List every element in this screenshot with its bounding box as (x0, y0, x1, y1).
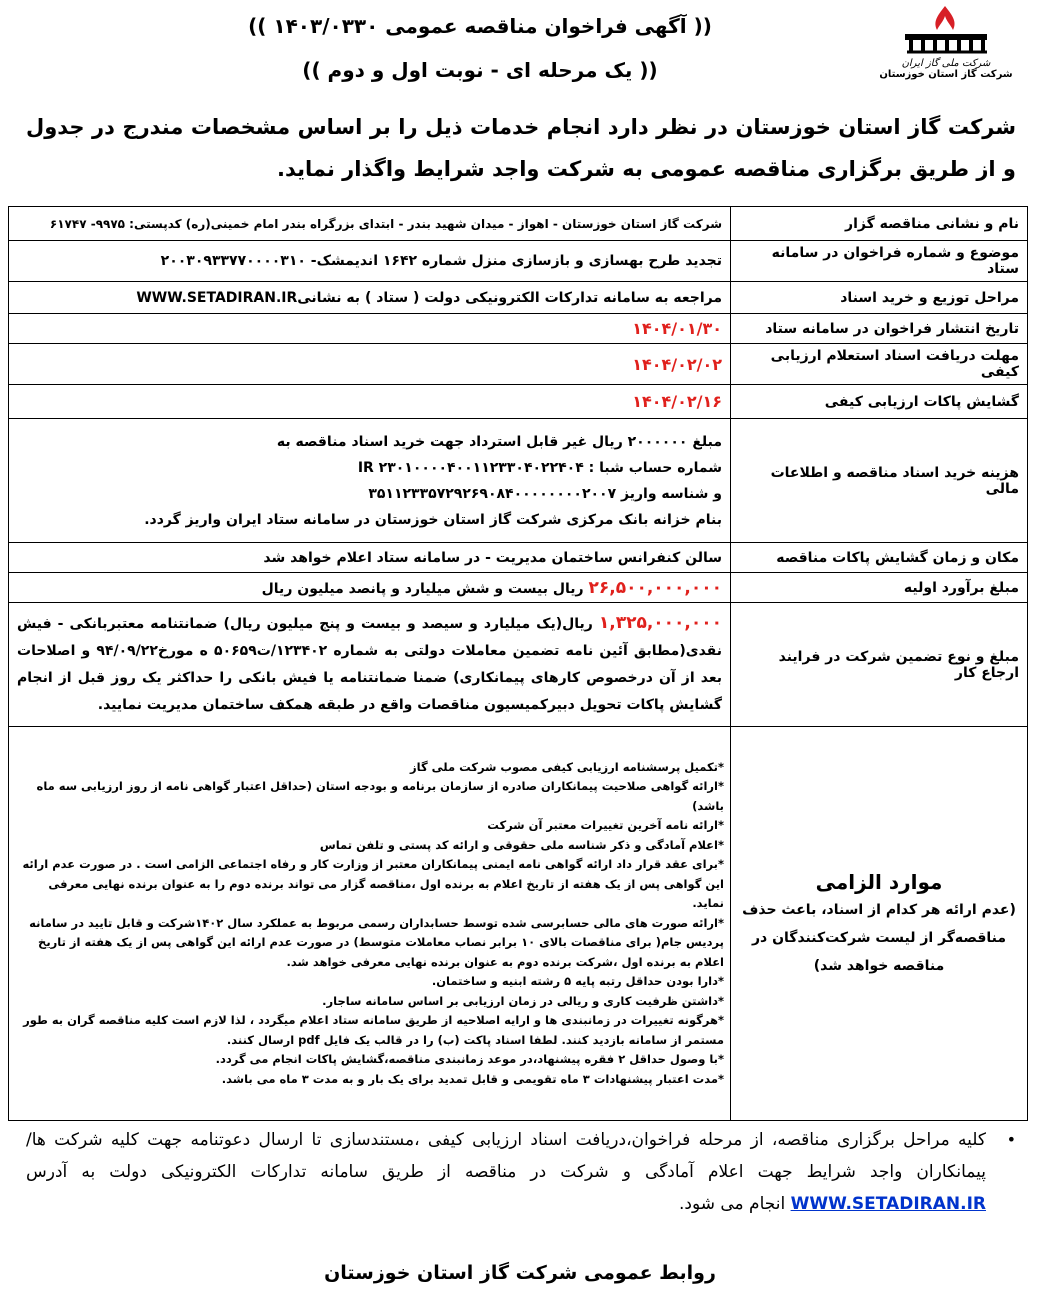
footer-text: کلیه مراحل برگزاری مناقصه، از مرحله فراخوان،دریافت اسناد ارزیابی کیفی ،مستندسازی تا ارسال دعوتنامه جهت کلیه شرکت ها/پیمانکاران واجد شرایط جهت اعلام آمادگی و شرکت در مناقصه از طریق سامانه تدارکات الکترونیکی دولت به آدرس (26, 1130, 986, 1182)
financial-line: و شناسه واریز ۳۵۱۱۲۳۳۵۷۲۹۲۶۹۰۸۴۰۰۰۰۰۰۰۰۲۰۰۷ (368, 485, 722, 502)
table-row (9, 419, 1028, 543)
row-label: گشایش پاکات ارزیابی کیفی (731, 385, 1028, 419)
row-label: نام و نشانی مناقصه گزار (731, 207, 1028, 241)
company-logo (876, 4, 1016, 94)
row-label: مهلت دریافت اسناد استعلام ارزیابی کیفی (731, 344, 1028, 385)
notice-title: (( آگهی فراخوان مناقصه عمومی ۱۴۰۳/۰۳۳۰ )) (248, 14, 712, 38)
tender-table (8, 206, 1028, 1121)
table-row (9, 282, 1028, 314)
footer-body (26, 1124, 986, 1220)
guarantee-amount: ۱,۳۲۵,۰۰۰,۰۰۰ (598, 613, 723, 633)
table-row (9, 543, 1028, 573)
row-label: تاریخ انتشار فراخوان در سامانه ستاد (731, 314, 1028, 344)
table-row (9, 344, 1028, 385)
table-row (9, 603, 1028, 727)
row-label: هزینه خرید اسناد مناقصه و اطلاعات مالی (731, 419, 1028, 543)
intro-paragraph: شرکت گاز استان خوزستان در نظر دارد انجام خدمات ذیل را بر اساس مشخصات مندرج در جدول و از طریق برگزاری مناقصه عمومی به شرکت واجد شرایط واگذار نماید. (26, 115, 1016, 181)
row-label: مبلغ و نوع تضمین شرکت در فرایند ارجاع کار (731, 603, 1028, 727)
table-row (9, 385, 1028, 419)
publish-date: ۱۴۰۴/۰۱/۳۰ (9, 314, 731, 344)
row-value: مراجعه به سامانه تدارکات الکترونیکی دولت ( ستاد ) به نشانیWWW.SETADIRAN.IR (9, 282, 731, 314)
footer-tail: انجام می شود. (678, 1194, 786, 1214)
requirement-item: *ارائه صورت های مالی حسابرسی شده توسط حسابداران رسمی مربوط به عملکرد سال ۱۴۰۲شرکت و قابل تایید در سامانه پردیس جام( برای مناقصات بالای ۱۰ برابر نصاب معاملات متوسط) در صورت عدم ارائه این گواهی پس از یک هفته از تاریخ اعلام به برنده اول ،شرکت برنده دوم به عنوان برنده نهایی معرفی خواهد شد. (29, 915, 724, 969)
table-row (9, 573, 1028, 603)
estimate-value (9, 573, 731, 603)
requirement-item: *برای عقد قرار داد ارائه گواهی نامه ایمنی پیمانکاران معتبر از وزارت کار و رفاه اجتماعی الزامی است . در صورت عدم ارائه این گواهی پس از یک هفته از تاریخ اعلام به برنده اول ،مناقصه گزار می تواند برنده دوم را به عنوان برنده نهایی معرفی نماید. (22, 857, 724, 911)
row-value: تجدید طرح بهسازی و بازسازی منزل شماره ۱۶۴۲ اندیمشک- ۲۰۰۳۰۹۳۳۷۷۰۰۰۰۳۱۰ (9, 241, 731, 282)
estimate-amount: ۲۶,۵۰۰,۰۰۰,۰۰۰ (588, 577, 722, 598)
requirements-list (9, 727, 731, 1121)
requirements-title: موارد الزامی (815, 869, 943, 894)
bullet-icon: • (1006, 1130, 1016, 1149)
financial-line: بنام خزانه بانک مرکزی شرکت گاز استان خوزستان در سامانه ستاد ایران واریز گردد. (144, 511, 722, 528)
requirement-item: *داشتن ظرفیت کاری و ریالی در زمان ارزیابی بر اساس سامانه ساجار. (322, 993, 724, 1008)
requirement-item: *هرگونه تغییرات در زمانبندی ها و ارایه اصلاحیه از طریق سامانه ستاد اعلام میگردد ، لذا لازم است کلیه مناقصه گران به طور مستمر از سامانه بازدید کنند. لطفا اسناد پاکت (ب) را در قالب یک فایل pdf ارسال کنند. (23, 1013, 724, 1047)
requirement-item: *مدت اعتبار پیشنهادات ۳ ماه تقویمی و قابل تمدید برای یک بار و به مدت ۳ ماه می باشد. (221, 1071, 724, 1086)
requirements-note: (عدم ارائه هر کدام از اسناد، باعث حذف مناقصه‌گر از لیست شرکت‌کنندگان در مناقصه خواهد شد) (742, 901, 1016, 974)
deadline-date: ۱۴۰۴/۰۲/۰۲ (9, 344, 731, 385)
guarantee-value (9, 603, 731, 727)
financial-info (9, 419, 731, 543)
row-value: شرکت گاز استان خوزستان - اهواز - میدان شهید بندر - ابتدای بزرگراه بندر امام خمینی(ره) کدپستی: ۹۹۷۵- ۶۱۷۴۷ (9, 207, 731, 241)
requirement-item: *تکمیل پرسشنامه ارزیابی کیفی مصوب شرکت ملی گاز (410, 759, 724, 774)
logo-text-nigc: شرکت ملی گاز ایران (901, 58, 991, 69)
guarantee-text: ریال(یک میلیارد و سیصد و بیست و پنج میلیون ریال) ضمانتنامه معتبربانکی - فیش نقدی(مطابق آئین نامه تضمین معاملات دولتی به شماره ۱۲۳۴۰۲/ت۵۰۶۵۹ ه مورخ۹۴/۰۹/۲۲ و اصلاحات بعد از آن درخصوص کارهای پیمانکاری) ضمنا ضمانتنامه یا فیش بانکی را حداکثر یک روز قبل از انجام گشایش پاکات تحویل دبیرکمیسیون مناقصات واقع در طبقه همکف ساختمان مدیریت نمایید. (17, 616, 722, 713)
row-label: مبلغ برآورد اولیه (731, 573, 1028, 603)
requirement-item: *ارائه نامه آخرین تغییرات معتبر آن شرکت (487, 818, 724, 833)
requirement-item: *ارائه گواهی صلاحیت پیمانکاران صادره از سازمان برنامه و بودجه استان (حداقل اعتبار گواهی نامه از روز ارزیابی سه ماه باشد) (36, 779, 724, 813)
table-row (9, 207, 1028, 241)
estimate-words: ریال بیست و شش میلیارد و پانصد میلیون ریال (261, 580, 584, 597)
table-row (9, 241, 1028, 282)
financial-line: مبلغ ۲۰۰۰۰۰۰ ریال غیر قابل استرداد جهت خرید اسناد مناقصه به (276, 433, 722, 450)
row-label: مکان و زمان گشایش پاکات مناقصه (731, 543, 1028, 573)
notice-subtitle: (( یک مرحله ای - نوبت اول و دوم )) (302, 58, 658, 82)
requirement-item: *اعلام آمادگی و ذکر شناسه ملی حقوقی و ارائه کد پستی و تلفن تماس (319, 837, 724, 852)
requirement-item: *دارا بودن حداقل رتبه پایه ۵ رشته ابنیه و ساختمان. (431, 974, 724, 989)
row-label: موضوع و شماره فراخوان در سامانه ستاد (731, 241, 1028, 282)
nigc-emblem-icon (901, 4, 991, 56)
row-label: مراحل توزیع و خرید اسناد (731, 282, 1028, 314)
row-value: سالن کنفرانس ساختمان مدیریت - در سامانه ستاد اعلام خواهد شد (9, 543, 731, 573)
table-row (9, 727, 1028, 1121)
logo-text-company: شرکت گاز استان خوزستان (879, 69, 1013, 80)
table-row (9, 314, 1028, 344)
opening-date: ۱۴۰۴/۰۲/۱۶ (9, 385, 731, 419)
requirements-label (731, 727, 1028, 1121)
financial-line: شماره حساب شبا : IR ۲۳۰۱۰۰۰۰۴۰۰۱۱۲۳۳۰۴۰۲۲۴۰۴ (357, 459, 722, 476)
signature: روابط عمومی شرکت گاز استان خوزستان (324, 1262, 716, 1284)
setad-link[interactable]: WWW.SETADIRAN.IR (790, 1194, 986, 1214)
requirement-item: *با وصول حداقل ۲ فقره پیشنهاد،در موعد زمانبندی مناقصه،گشایش پاکات انجام می گردد. (215, 1052, 724, 1067)
footer-note (26, 1124, 1016, 1220)
